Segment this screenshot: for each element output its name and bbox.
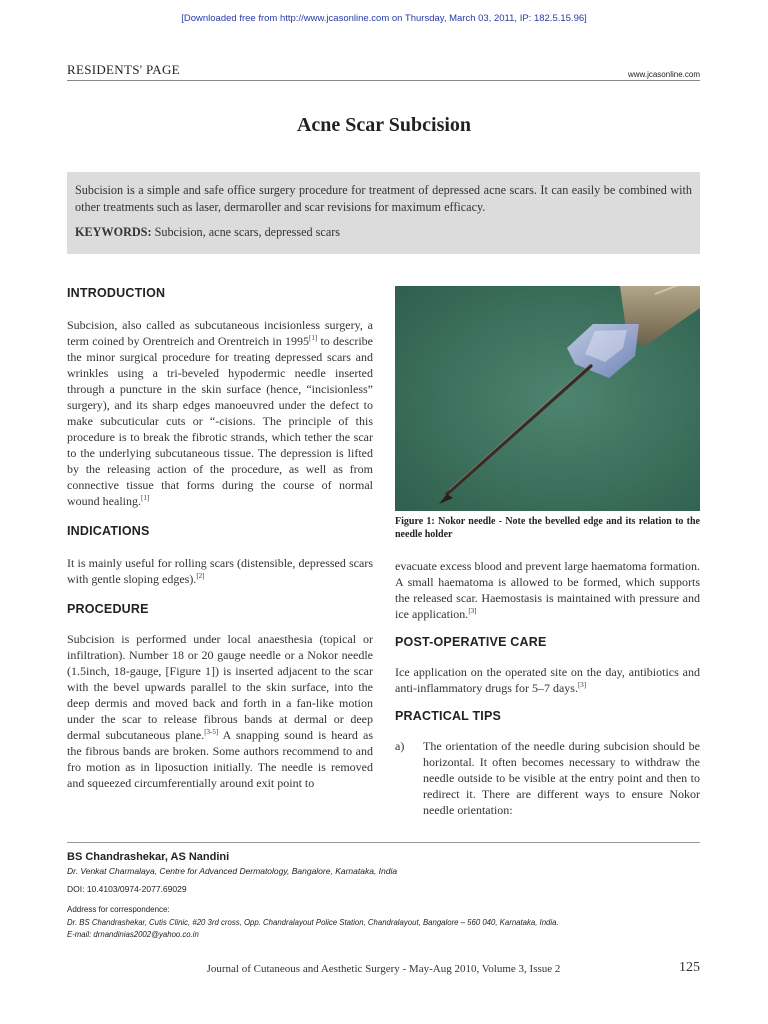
article-title: Acne Scar Subcision xyxy=(296,114,472,136)
introduction-paragraph xyxy=(67,317,373,509)
keywords xyxy=(75,224,692,241)
section-label: RESIDENTS' PAGE xyxy=(67,62,180,77)
citation[interactable]: [1] xyxy=(309,334,318,342)
doi[interactable]: DOI: 10.4103/0974-2077.69029 xyxy=(67,884,187,894)
citation[interactable]: [1] xyxy=(141,494,150,502)
heading-procedure: PROCEDURE xyxy=(67,602,149,616)
heading-indications: INDICATIONS xyxy=(67,524,150,538)
journal-citation: Journal of Cutaneous and Aesthetic Surgery - May-Aug 2010, Volume 3, Issue 2 xyxy=(206,963,561,975)
indications-paragraph xyxy=(67,555,373,587)
right-column xyxy=(395,558,700,818)
download-banner[interactable]: [Downloaded free from http://www.jcasonline.com on Thursday, March 03, 2011, IP: 182.5.15.96] xyxy=(181,13,587,24)
correspondence-email[interactable]: E-mail: drnandinias2002@yahoo.co.in xyxy=(67,930,199,939)
page-number: 125 xyxy=(679,960,700,975)
correspondence-label: Address for correspondence: xyxy=(67,905,170,914)
abstract-box xyxy=(67,172,700,254)
heading-introduction: INTRODUCTION xyxy=(67,286,166,300)
keywords-label: KEYWORDS: xyxy=(75,225,152,239)
citation[interactable]: [2] xyxy=(196,572,205,580)
list-item-text: The orientation of the needle during subcision should be horizontal. It often becomes necessary to withdraw the needle outside to be visible at the entry point and then to redirect it. There are different ways to ensure Nokor needle orientation: xyxy=(423,739,700,817)
journal-website[interactable]: www.jcasonline.com xyxy=(627,70,700,79)
author-names: BS Chandrashekar, AS Nandini xyxy=(67,851,230,863)
citation[interactable]: [3] xyxy=(468,607,477,615)
figure-caption: Figure 1: Nokor needle - Note the bevelled edge and its relation to the needle holder xyxy=(395,516,700,540)
introduction-text-part2: to describe the minor surgical procedure for treating depressed scars and wrinkles using a tri-beveled hypodermic needle inserted through a puncture in the skin surface (hence, “incisionless” surgery), and its sharp edges manoeuvred under the defect to make subcuticular cuts or “-cisions. The principle of this procedure is to break the fibrotic strands, which tether the scar to the underlying subcutaneous tissue. The depression is lifted by the releasing action of the procedure, as well as from connective tissue that forms during the course of normal wound healing. xyxy=(67,334,374,508)
procedure-paragraph xyxy=(67,631,373,791)
correspondence-address: Dr. BS Chandrashekar, Cutis Clinic, #20 3rd cross, Opp. Chandralayout Police Station, Chandralayout, Bangalore – 560 040, Karnataka, India. xyxy=(67,918,559,927)
procedure-text-part1: Subcision is performed under local anaesthesia (topical or infiltration). Number 18 or 20 gauge needle or a Nokor needle (1.5inch, 18-gauge, [Figure 1]) is inserted adjacent to the scar with the bevel upwards parallel to the skin surface, into the deep dermis and moved back and forth in a fan-like motion under the scar to release fibrous bands at dermal or deep dermal subcutaneous plane. xyxy=(67,632,373,742)
indications-text: It is mainly useful for rolling scars (distensible, depressed scars with gentle sloping edges). xyxy=(67,556,373,586)
post-operative-paragraph xyxy=(395,664,700,696)
needle-illustration xyxy=(395,286,700,511)
procedure-continued-paragraph xyxy=(395,558,700,622)
keywords-list: Subcision, acne scars, depressed scars xyxy=(154,225,341,239)
footer-divider xyxy=(67,842,700,843)
post-operative-text: Ice application on the operated site on the day, antibiotics and anti-inflammatory drugs for 5–7 days. xyxy=(395,665,700,695)
citation[interactable]: [3-5] xyxy=(204,728,219,736)
header-rule xyxy=(67,80,700,81)
abstract-text: Subcision is a simple and safe office surgery procedure for treatment of depressed acne scars. It can easily be combined with other treatments such as laser, dermaroller and scar revisions for maximum efficacy. xyxy=(75,183,692,214)
introduction-text-part1: Subcision, also called as subcutaneous incisionless surgery, a term coined by Orentreich and Orentreich in 1995 xyxy=(67,318,373,348)
procedure-continued-text: evacuate excess blood and prevent large haematoma formation. A small haematoma is allowed to be formed, which supports the released scar. Haemostasis is maintained with pressure and ice application. xyxy=(395,559,700,621)
citation[interactable]: [3] xyxy=(577,681,587,689)
procedure-text-part2: A snapping sound is heard as the fibrous bands are broken. Some authors recommend to and fro motion as in liposuction initially. The needle is removed and squeezed circumferentially around exit point to xyxy=(67,728,373,790)
author-affiliation: Dr. Venkat Charmalaya, Centre for Advanced Dermatology, Bangalore, Karnataka, India xyxy=(67,866,398,876)
list-item-marker: a) xyxy=(395,739,405,753)
figure-1-nokor-needle-photo xyxy=(395,286,700,511)
heading-practical-tips: PRACTICAL TIPS xyxy=(395,709,502,723)
heading-post-operative-care: POST-OPERATIVE CARE xyxy=(395,635,547,649)
list-item xyxy=(395,738,700,818)
left-column xyxy=(67,285,373,791)
